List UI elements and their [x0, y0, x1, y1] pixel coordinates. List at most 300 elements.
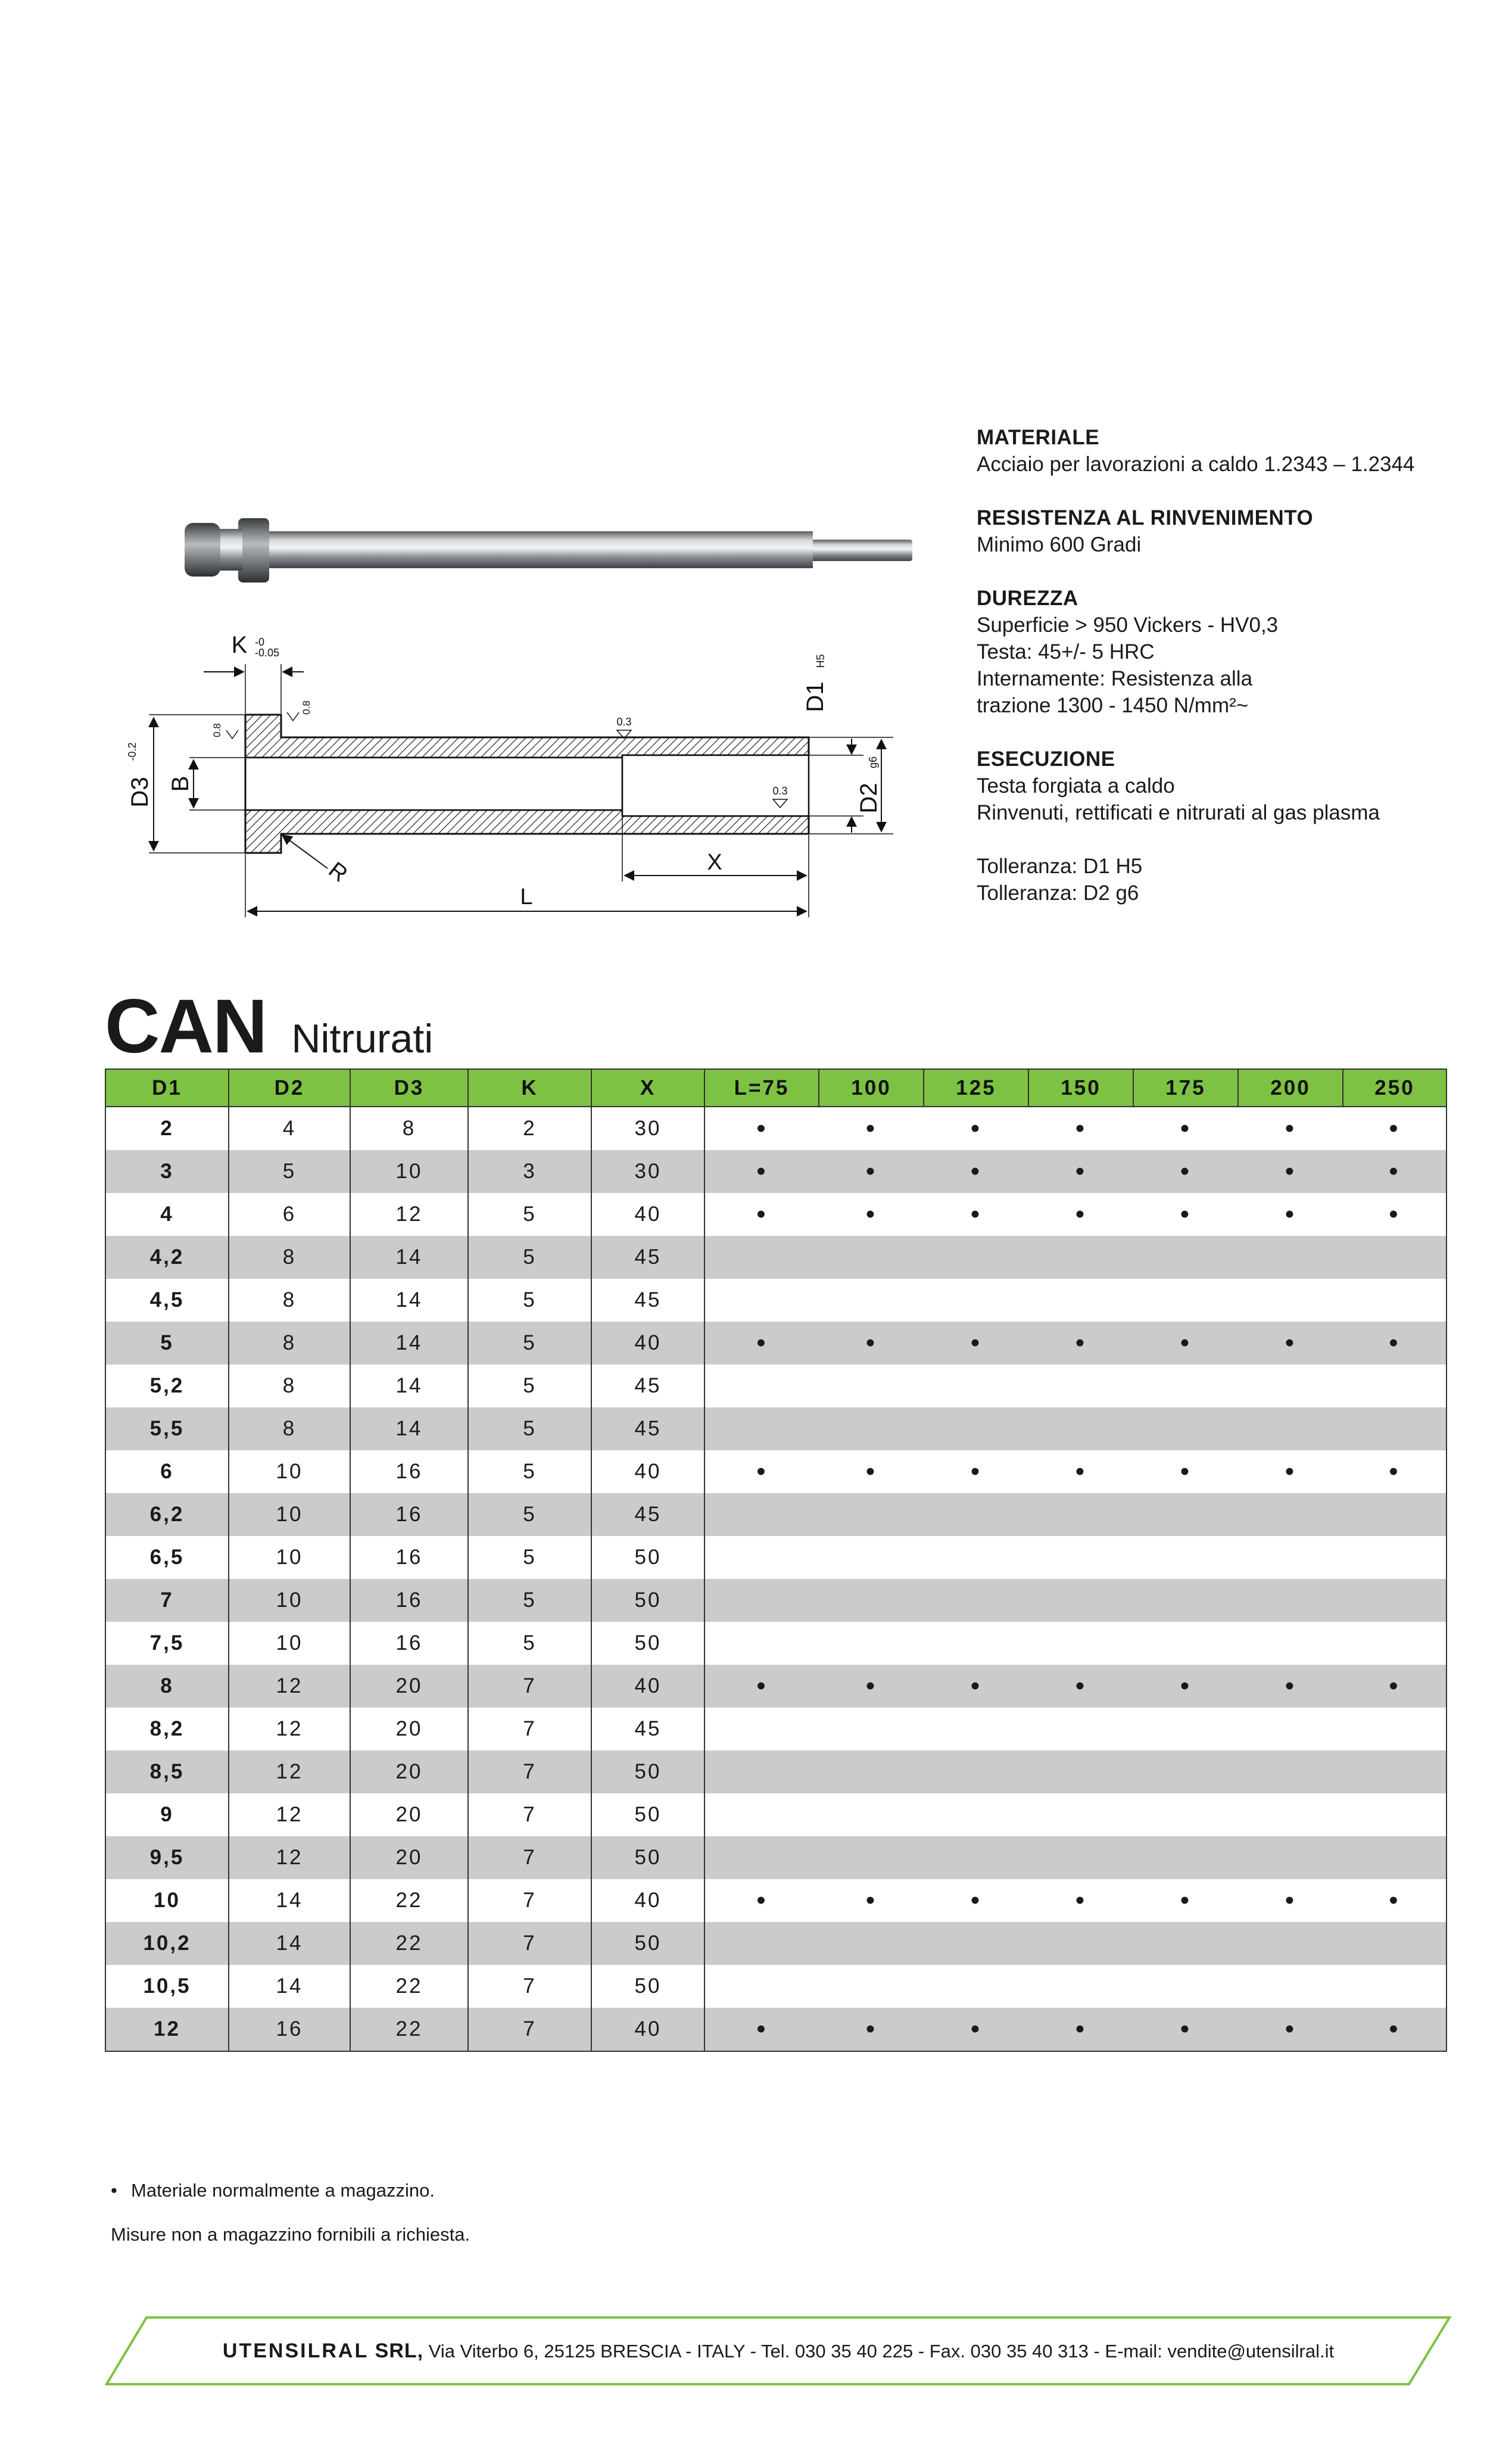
availability-cell — [819, 1279, 924, 1322]
cell-d3: 16 — [350, 1493, 468, 1536]
spec-line: Testa forgiata a caldo — [977, 774, 1175, 798]
availability-cell: • — [1238, 1879, 1343, 1922]
table-row — [105, 1836, 1446, 1879]
cell-k: 5 — [468, 1450, 591, 1493]
availability-cell: • — [704, 2008, 819, 2051]
column-header: 200 — [1238, 1069, 1343, 1107]
availability-cell — [924, 1793, 1028, 1836]
cell-d2: 12 — [229, 1665, 350, 1708]
product-heading — [105, 983, 434, 1069]
availability-cell — [1028, 1536, 1133, 1579]
cell-x: 40 — [591, 1879, 704, 1922]
spec-line: Tolleranza: D2 g6 — [977, 881, 1139, 905]
availability-cell — [1133, 1622, 1238, 1665]
r-label: R — [323, 857, 353, 887]
cell-k: 5 — [468, 1236, 591, 1279]
cell-k: 5 — [468, 1365, 591, 1407]
availability-cell: • — [1133, 1107, 1238, 1150]
cell-d1: 10,2 — [105, 1922, 229, 1965]
roughness-bore-a: 0.3 — [616, 716, 632, 728]
availability-cell: • — [1343, 1450, 1446, 1493]
cell-k: 2 — [468, 1107, 591, 1150]
availability-cell — [1028, 1622, 1133, 1665]
availability-cell: • — [704, 1322, 819, 1365]
availability-cell — [704, 1579, 819, 1622]
cell-x: 45 — [591, 1279, 704, 1322]
availability-cell: • — [1133, 1450, 1238, 1493]
availability-cell — [819, 1922, 924, 1965]
table-row — [105, 1879, 1446, 1922]
roughness-bore-b: 0.3 — [772, 785, 788, 797]
spec-section — [977, 746, 1489, 826]
cell-x: 50 — [591, 1579, 704, 1622]
availability-cell — [1133, 1836, 1238, 1879]
d3-tolerance: -0.2 — [126, 742, 138, 761]
availability-cell: • — [1238, 1322, 1343, 1365]
cell-d1: 6,5 — [105, 1536, 229, 1579]
availability-cell — [1343, 1236, 1446, 1279]
cell-x: 50 — [591, 1622, 704, 1665]
photo-tip — [810, 540, 912, 561]
availability-cell: • — [1028, 2008, 1133, 2051]
availability-cell: • — [819, 1879, 924, 1922]
cell-x: 50 — [591, 1922, 704, 1965]
availability-cell — [819, 1407, 924, 1450]
note-stock-text: Materiale normalmente a magazzino. — [131, 2180, 435, 2201]
cell-d3: 14 — [350, 1322, 468, 1365]
availability-cell — [924, 1493, 1028, 1536]
cell-x: 30 — [591, 1150, 704, 1193]
availability-cell — [1028, 1965, 1133, 2008]
cell-d1: 7,5 — [105, 1622, 229, 1665]
availability-cell: • — [1343, 2008, 1446, 2051]
cell-k: 5 — [468, 1279, 591, 1322]
availability-cell — [1133, 1536, 1238, 1579]
availability-cell: • — [1028, 1665, 1133, 1708]
cell-x: 40 — [591, 2008, 704, 2051]
availability-cell: • — [1343, 1322, 1446, 1365]
column-header: K — [468, 1069, 591, 1107]
availability-cell — [704, 1750, 819, 1793]
availability-cell — [1133, 1365, 1238, 1407]
product-code: CAN — [105, 984, 267, 1069]
availability-cell: • — [1028, 1879, 1133, 1922]
cell-d2: 8 — [229, 1407, 350, 1450]
availability-cell — [1238, 1836, 1343, 1879]
cell-d3: 20 — [350, 1750, 468, 1793]
company-address: Via Viterbo 6, 25125 BRESCIA - ITALY - Tel. 030 35 40 225 - Fax. 030 35 40 313 - E-mail: vendite@utensilral.it — [423, 2341, 1335, 2362]
cell-d1: 7 — [105, 1579, 229, 1622]
availability-cell — [704, 1793, 819, 1836]
availability-cell — [1343, 1793, 1446, 1836]
roughness-head-b: 0.8 — [301, 700, 312, 715]
cell-x: 30 — [591, 1107, 704, 1150]
column-header: 150 — [1028, 1069, 1133, 1107]
availability-cell — [1343, 1279, 1446, 1322]
cell-d3: 12 — [350, 1193, 468, 1236]
availability-cell: • — [1343, 1879, 1446, 1922]
availability-cell: • — [819, 1150, 924, 1193]
cell-d3: 14 — [350, 1236, 468, 1279]
spec-section — [977, 424, 1489, 478]
sleeve-top-wall — [245, 715, 809, 758]
cell-k: 7 — [468, 1836, 591, 1879]
sleeve-bore-large — [245, 758, 622, 810]
cell-x: 40 — [591, 1665, 704, 1708]
column-header: L=75 — [704, 1069, 819, 1107]
cell-x: 40 — [591, 1322, 704, 1365]
availability-cell: • — [1343, 1150, 1446, 1193]
availability-cell — [1238, 1965, 1343, 2008]
k-label: K — [231, 632, 248, 658]
cell-k: 5 — [468, 1322, 591, 1365]
availability-cell: • — [1133, 1322, 1238, 1365]
availability-cell — [1133, 1793, 1238, 1836]
cell-d2: 5 — [229, 1150, 350, 1193]
availability-cell — [1238, 1622, 1343, 1665]
column-header: D1 — [105, 1069, 229, 1107]
availability-cell — [1133, 1279, 1238, 1322]
k-tolerance-top: -0 — [255, 636, 265, 648]
availability-cell — [1238, 1279, 1343, 1322]
cell-d1: 10,5 — [105, 1965, 229, 2008]
availability-cell — [1238, 1708, 1343, 1750]
availability-cell: • — [1238, 1450, 1343, 1493]
availability-cell: • — [704, 1450, 819, 1493]
availability-cell: • — [704, 1879, 819, 1922]
cell-d2: 8 — [229, 1365, 350, 1407]
availability-cell — [1238, 1750, 1343, 1793]
availability-cell — [1133, 1236, 1238, 1279]
cell-d2: 8 — [229, 1279, 350, 1322]
availability-cell — [1343, 1836, 1446, 1879]
availability-cell — [1343, 1922, 1446, 1965]
table-row — [105, 1450, 1446, 1493]
availability-cell — [1133, 1579, 1238, 1622]
sizes-table — [105, 1069, 1447, 2052]
availability-cell — [1028, 1708, 1133, 1750]
cell-d1: 4,5 — [105, 1279, 229, 1322]
cell-x: 40 — [591, 1193, 704, 1236]
cell-k: 7 — [468, 1793, 591, 1836]
d1-tolerance: H5 — [815, 654, 827, 668]
cell-d3: 20 — [350, 1836, 468, 1879]
availability-cell — [924, 1836, 1028, 1879]
cell-d2: 10 — [229, 1536, 350, 1579]
availability-cell — [704, 1407, 819, 1450]
availability-cell — [1133, 1407, 1238, 1450]
cell-d3: 14 — [350, 1279, 468, 1322]
spec-title: MATERIALE — [977, 426, 1100, 449]
company-name: UTENSILRAL — [222, 2340, 369, 2362]
table-row — [105, 1793, 1446, 1836]
spec-section — [977, 853, 1489, 907]
table-row — [105, 1708, 1446, 1750]
table-row — [105, 1279, 1446, 1322]
cell-d2: 12 — [229, 1836, 350, 1879]
cell-d1: 4 — [105, 1193, 229, 1236]
cell-d3: 20 — [350, 1793, 468, 1836]
availability-cell: • — [1133, 1193, 1238, 1236]
availability-cell — [1238, 1579, 1343, 1622]
availability-cell — [924, 1279, 1028, 1322]
availability-cell — [1343, 1579, 1446, 1622]
availability-cell: • — [1343, 1193, 1446, 1236]
cell-x: 50 — [591, 1793, 704, 1836]
availability-cell: • — [819, 1193, 924, 1236]
cell-d3: 16 — [350, 1622, 468, 1665]
table-row — [105, 1150, 1446, 1193]
availability-cell — [1343, 1493, 1446, 1536]
cell-d2: 4 — [229, 1107, 350, 1150]
availability-cell — [1238, 1236, 1343, 1279]
cell-d2: 14 — [229, 1879, 350, 1922]
cell-d2: 6 — [229, 1193, 350, 1236]
cell-d3: 10 — [350, 1150, 468, 1193]
availability-cell: • — [924, 2008, 1028, 2051]
cell-d2: 10 — [229, 1622, 350, 1665]
cell-d1: 6 — [105, 1450, 229, 1493]
spec-title: DUREZZA — [977, 587, 1078, 610]
photo-collar — [238, 518, 269, 582]
availability-cell: • — [819, 1322, 924, 1365]
availability-cell: • — [1028, 1450, 1133, 1493]
availability-cell — [924, 1922, 1028, 1965]
cell-x: 50 — [591, 1750, 704, 1793]
roughness-head-a: 0.8 — [211, 723, 223, 737]
d2-tolerance: g6 — [867, 756, 879, 769]
table-row — [105, 2008, 1446, 2051]
cell-d3: 16 — [350, 1450, 468, 1493]
availability-cell: • — [1238, 1107, 1343, 1150]
availability-cell — [924, 1708, 1028, 1750]
availability-cell — [704, 1708, 819, 1750]
b-label: B — [167, 775, 194, 792]
cell-d3: 22 — [350, 1965, 468, 2008]
availability-cell — [1343, 1536, 1446, 1579]
availability-cell — [819, 1236, 924, 1279]
availability-cell: • — [819, 2008, 924, 2051]
availability-cell: • — [1133, 1665, 1238, 1708]
availability-cell: • — [1133, 2008, 1238, 2051]
availability-cell — [704, 1965, 819, 2008]
availability-cell — [819, 1622, 924, 1665]
cell-k: 7 — [468, 2008, 591, 2051]
availability-cell — [1343, 1965, 1446, 2008]
note-bullet: • — [111, 2180, 117, 2201]
availability-cell — [1238, 1365, 1343, 1407]
table-row — [105, 1193, 1446, 1236]
cell-d1: 9,5 — [105, 1836, 229, 1879]
cell-k: 5 — [468, 1407, 591, 1450]
table-header-row — [105, 1069, 1446, 1107]
availability-cell — [1028, 1493, 1133, 1536]
table-row — [105, 1965, 1446, 2008]
availability-cell: • — [1028, 1193, 1133, 1236]
availability-cell — [1028, 1579, 1133, 1622]
cell-d1: 10 — [105, 1879, 229, 1922]
cell-d3: 20 — [350, 1665, 468, 1708]
column-header: 175 — [1133, 1069, 1238, 1107]
spec-line: Minimo 600 Gradi — [977, 533, 1142, 556]
cell-d3: 16 — [350, 1579, 468, 1622]
availability-cell — [704, 1536, 819, 1579]
cell-x: 45 — [591, 1708, 704, 1750]
availability-cell — [924, 1365, 1028, 1407]
table-row — [105, 1322, 1446, 1365]
spec-line: Acciaio per lavorazioni a caldo 1.2343 – 1.2344 — [977, 453, 1415, 476]
availability-cell — [1343, 1622, 1446, 1665]
availability-cell — [704, 1622, 819, 1665]
cell-d2: 10 — [229, 1579, 350, 1622]
availability-cell: • — [1133, 1879, 1238, 1922]
availability-cell — [924, 1579, 1028, 1622]
availability-cell: • — [924, 1665, 1028, 1708]
cell-k: 5 — [468, 1579, 591, 1622]
table-row — [105, 1536, 1446, 1579]
cell-k: 5 — [468, 1193, 591, 1236]
table-row — [105, 1750, 1446, 1793]
availability-cell — [1238, 1407, 1343, 1450]
cell-d1: 5 — [105, 1322, 229, 1365]
availability-cell: • — [1238, 1193, 1343, 1236]
availability-cell: • — [1238, 1665, 1343, 1708]
cell-x: 45 — [591, 1493, 704, 1536]
availability-cell — [819, 1836, 924, 1879]
notes — [111, 2180, 470, 2245]
cell-d2: 12 — [229, 1793, 350, 1836]
product-photo — [161, 505, 917, 600]
availability-cell — [924, 1965, 1028, 2008]
cell-d2: 14 — [229, 1922, 350, 1965]
availability-cell — [1343, 1365, 1446, 1407]
product-subtitle: Nitrurati — [291, 1016, 434, 1061]
cell-k: 7 — [468, 1965, 591, 2008]
table-row — [105, 1922, 1446, 1965]
availability-cell — [819, 1750, 924, 1793]
cell-d2: 10 — [229, 1493, 350, 1536]
availability-cell — [1343, 1407, 1446, 1450]
spec-title: RESISTENZA AL RINVENIMENTO — [977, 506, 1314, 529]
availability-cell — [819, 1579, 924, 1622]
cell-x: 40 — [591, 1450, 704, 1493]
table-body — [105, 1107, 1446, 2051]
availability-cell: • — [819, 1107, 924, 1150]
cell-d3: 22 — [350, 1922, 468, 1965]
cell-d3: 20 — [350, 1708, 468, 1750]
spec-line: Testa: 45+/- 5 HRC — [977, 640, 1155, 663]
availability-cell — [704, 1365, 819, 1407]
cell-d2: 14 — [229, 1965, 350, 2008]
spec-line: Rinvenuti, rettificati e nitrurati al gas plasma — [977, 801, 1380, 824]
availability-cell: • — [704, 1665, 819, 1708]
footer — [105, 2316, 1452, 2386]
availability-cell: • — [1343, 1665, 1446, 1708]
column-header: 250 — [1343, 1069, 1446, 1107]
cell-d1: 5,2 — [105, 1365, 229, 1407]
cell-k: 7 — [468, 1922, 591, 1965]
availability-cell: • — [819, 1665, 924, 1708]
cell-d3: 16 — [350, 1536, 468, 1579]
availability-cell — [1343, 1708, 1446, 1750]
spec-line: trazione 1300 - 1450 N/mm²~ — [977, 694, 1249, 717]
company-suffix: SRL, — [369, 2340, 424, 2362]
column-header: D3 — [350, 1069, 468, 1107]
availability-cell — [1028, 1365, 1133, 1407]
cell-x: 50 — [591, 1536, 704, 1579]
availability-cell: • — [1133, 1150, 1238, 1193]
availability-cell: • — [704, 1193, 819, 1236]
column-header: D2 — [229, 1069, 350, 1107]
availability-cell — [819, 1536, 924, 1579]
table-row — [105, 1622, 1446, 1665]
availability-cell: • — [1028, 1150, 1133, 1193]
table-row — [105, 1107, 1446, 1150]
spec-title: ESECUZIONE — [977, 747, 1115, 771]
cell-d3: 14 — [350, 1407, 468, 1450]
table-row — [105, 1407, 1446, 1450]
cell-x: 45 — [591, 1407, 704, 1450]
availability-cell: • — [924, 1879, 1028, 1922]
availability-cell: • — [704, 1150, 819, 1193]
cell-d1: 2 — [105, 1107, 229, 1150]
availability-cell — [1133, 1493, 1238, 1536]
cell-d1: 8 — [105, 1665, 229, 1708]
availability-cell — [1133, 1965, 1238, 2008]
availability-cell — [1238, 1922, 1343, 1965]
cell-d3: 14 — [350, 1365, 468, 1407]
photo-shaft — [262, 531, 813, 568]
l-label: L — [520, 884, 533, 909]
cell-d3: 8 — [350, 1107, 468, 1150]
availability-cell: • — [1343, 1107, 1446, 1150]
cell-k: 7 — [468, 1750, 591, 1793]
availability-cell: • — [924, 1107, 1028, 1150]
cell-k: 7 — [468, 1708, 591, 1750]
d2-label: D2 — [856, 783, 882, 814]
availability-cell: • — [1238, 1150, 1343, 1193]
d3-label: D3 — [127, 777, 153, 808]
availability-cell — [704, 1836, 819, 1879]
column-header: 125 — [924, 1069, 1028, 1107]
table-row — [105, 1236, 1446, 1279]
availability-cell — [704, 1236, 819, 1279]
cell-d2: 8 — [229, 1236, 350, 1279]
spec-line: Superficie > 950 Vickers - HV0,3 — [977, 613, 1279, 637]
cell-d1: 8,2 — [105, 1708, 229, 1750]
availability-cell — [704, 1922, 819, 1965]
column-header: X — [591, 1069, 704, 1107]
availability-cell — [924, 1536, 1028, 1579]
cell-d3: 22 — [350, 2008, 468, 2051]
cell-d1: 3 — [105, 1150, 229, 1193]
cell-d2: 8 — [229, 1322, 350, 1365]
availability-cell — [1238, 1493, 1343, 1536]
cell-x: 45 — [591, 1236, 704, 1279]
availability-cell — [1028, 1279, 1133, 1322]
availability-cell — [1133, 1922, 1238, 1965]
cell-k: 5 — [468, 1622, 591, 1665]
spec-section — [977, 585, 1489, 719]
cell-d2: 16 — [229, 2008, 350, 2051]
availability-cell — [704, 1493, 819, 1536]
specifications — [977, 424, 1489, 933]
cell-d1: 12 — [105, 2008, 229, 2051]
availability-cell: • — [924, 1193, 1028, 1236]
spec-line: Tolleranza: D1 H5 — [977, 855, 1143, 878]
availability-cell — [819, 1493, 924, 1536]
availability-cell — [924, 1407, 1028, 1450]
